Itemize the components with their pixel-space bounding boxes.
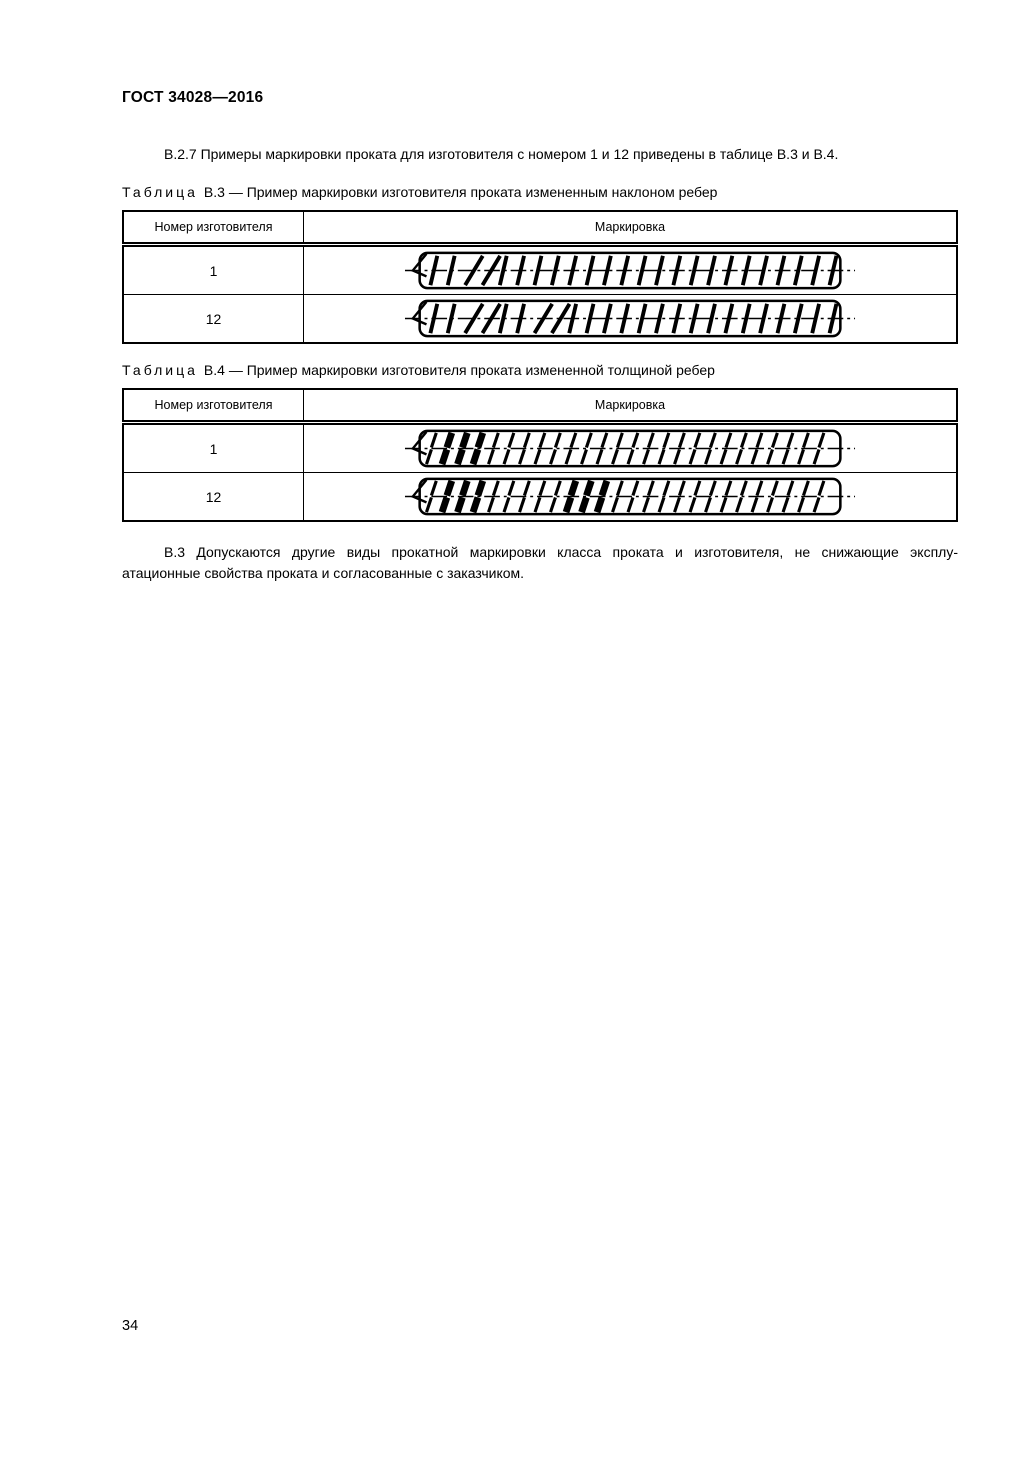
table-b3 [122,210,958,344]
column-header-manufacturer: Номер изготовителя [123,389,304,423]
page-content [122,89,958,584]
rebar-marking-thick-ribs-manufacturer-12 [404,473,856,520]
table-b4 [122,388,958,522]
rebar-marking-thick-ribs-manufacturer-1 [404,425,856,472]
page-number: 34 [122,1318,139,1334]
table-b4-caption-text: — Пример маркировки изготовителя проката измененной толщиной ребер [228,362,715,378]
column-header-manufacturer: Номер изготовителя [123,211,304,245]
table-row [123,245,957,295]
table-b4-header-row [123,389,957,423]
rebar-marking-inclined-ribs-manufacturer-12 [404,295,856,342]
paragraph-b3-line2: атационные свойства проката и согласованные с заказчиком. [122,565,525,581]
table-row [123,473,957,522]
column-header-marking: Маркировка [304,389,958,423]
manufacturer-number-cell: 12 [123,473,304,522]
paragraph-b3-line1: В.3 Допускаются другие виды прокатной маркировки класса проката и изготовителя, не снижающие эксплу- [164,544,958,560]
manufacturer-number-cell: 1 [123,423,304,473]
marking-cell [304,473,958,522]
table-row [123,423,957,473]
table-b4-caption-word: Таблица [122,362,198,378]
marking-cell [304,423,958,473]
rebar-marking-inclined-ribs-manufacturer-1 [404,247,856,294]
paragraph-b3 [122,542,958,584]
table-b3-header-row [123,211,957,245]
paragraph-b27: В.2.7 Примеры маркировки проката для изготовителя с номером 1 и 12 приведены в таблице В.3 и В.4. [164,146,839,162]
column-header-marking: Маркировка [304,211,958,245]
table-b4-caption [122,362,958,378]
table-b3-caption-text: — Пример маркировки изготовителя проката измененным наклоном ребер [228,184,718,200]
manufacturer-number-cell: 1 [123,245,304,295]
marking-cell [304,245,958,295]
standard-code-header: ГОСТ 34028—2016 [122,89,264,106]
table-b3-caption-word: Таблица [122,184,198,200]
manufacturer-number-cell: 12 [123,295,304,344]
table-b3-caption [122,184,958,200]
table-b4-caption-number: В.4 [203,362,225,378]
table-row [123,295,957,344]
table-b3-caption-number: В.3 [203,184,225,200]
marking-cell [304,295,958,344]
